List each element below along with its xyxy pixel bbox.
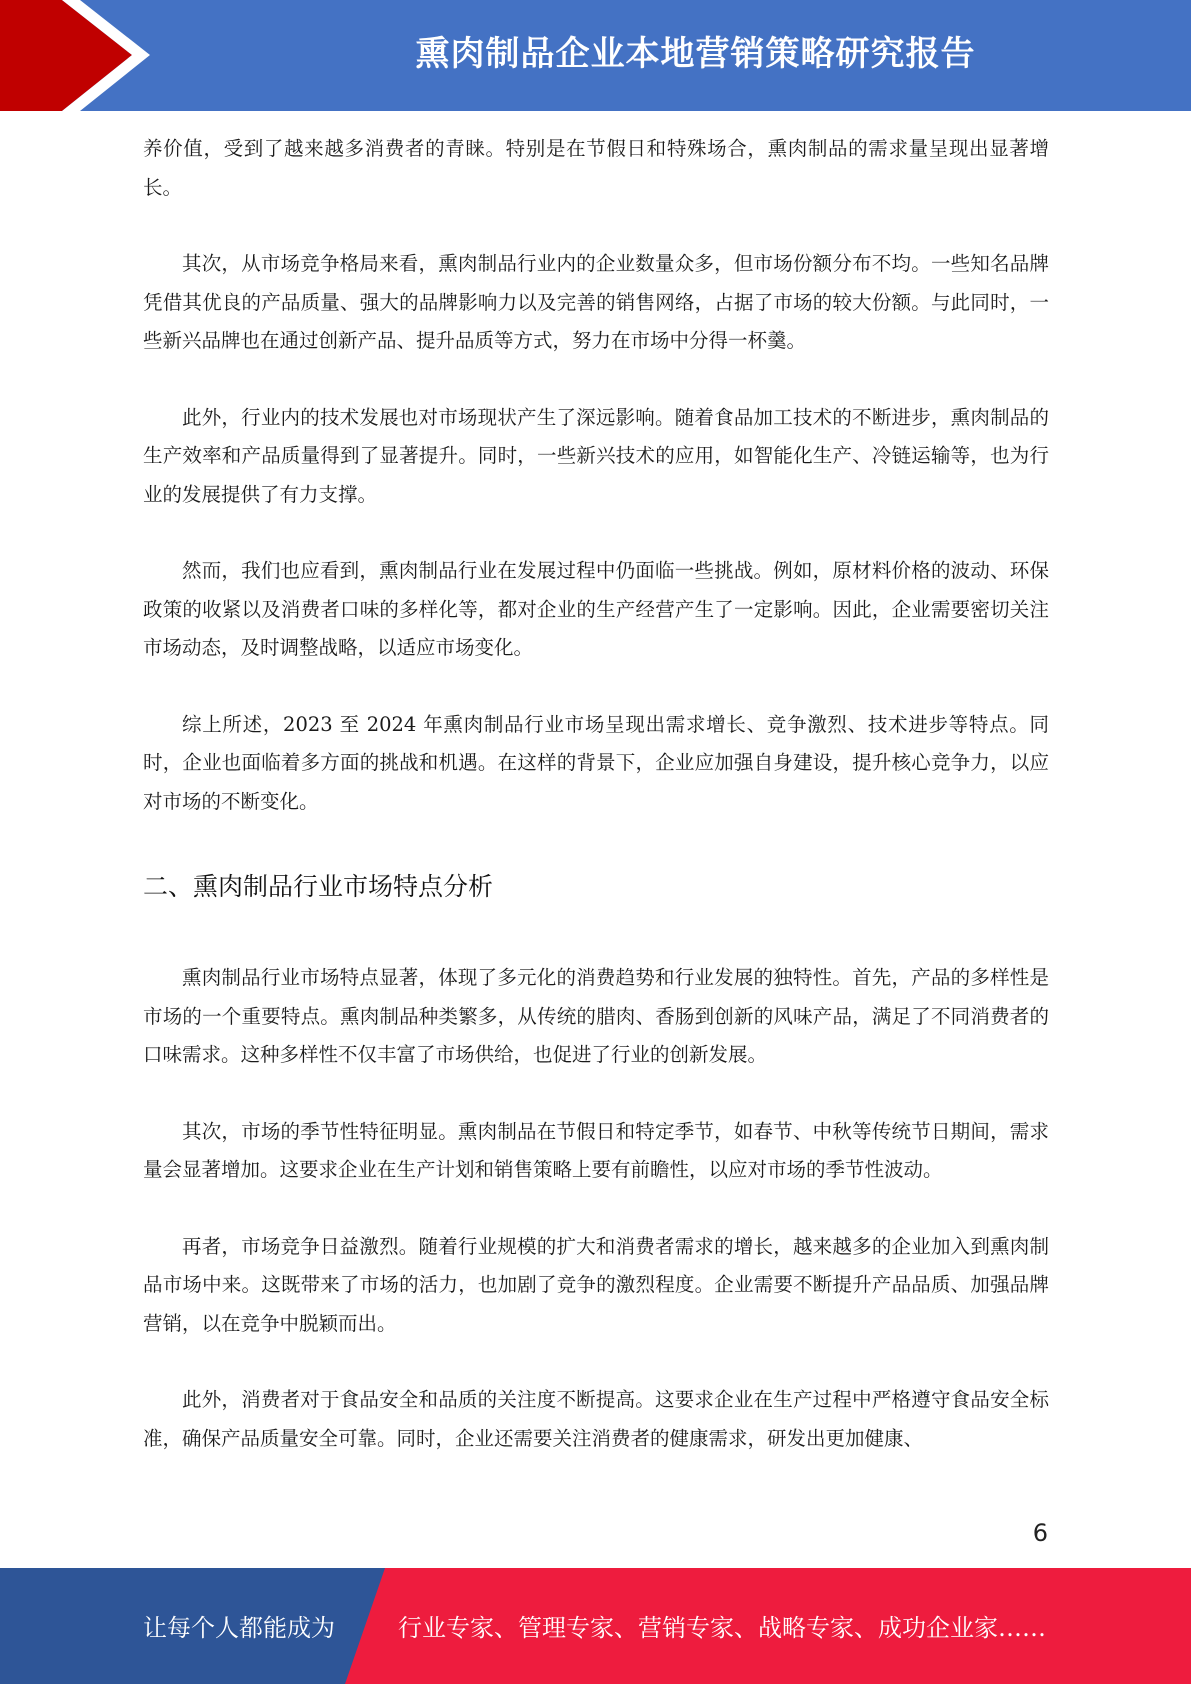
paragraph: 其次，从市场竞争格局来看，熏肉制品行业内的企业数量众多，但市场份额分布不均。一些知名品牌凭借其优良的产品质量、强大的品牌影响力以及完善的销售网络，占据了市场的较大份额。与此同时，一些新兴品牌也在通过创新产品、提升品质等方式，努力在市场中分得一杯羹。 xyxy=(143,252,1049,352)
section-heading: 二、熏肉制品行业市场特点分析 xyxy=(143,872,494,901)
paragraph: 再者，市场竞争日益激烈。随着行业规模的扩大和消费者需求的增长，越来越多的企业加入到熏肉制品市场中来。这既带来了市场的活力，也加剧了竞争的激烈程度。企业需要不断提升产品品质、加强品牌营销，以在竞争中脱颖而出。 xyxy=(143,1234,1049,1335)
paragraph: 养价值，受到了越来越多消费者的青睐。特别是在节假日和特殊场合，熏肉制品的需求量呈现出显著增长。 xyxy=(143,137,1049,199)
paragraph: 然而，我们也应看到，熏肉制品行业在发展过程中仍面临一些挑战。例如，原材料价格的波动、环保政策的收紧以及消费者口味的多样化等，都对企业的生产经营产生了一定影响。因此，企业需要密切关注市场动态，及时调整战略，以适应市场变化。 xyxy=(143,559,1049,659)
page-header xyxy=(0,0,1191,111)
page-content xyxy=(143,130,1049,1458)
document-title: 熏肉制品企业本地营销策略研究报告 xyxy=(415,34,976,74)
paragraph: 此外，行业内的技术发展也对市场现状产生了深远影响。随着食品加工技术的不断进步，熏肉制品的生产效率和产品质量得到了显著提升。同时，一些新兴技术的应用，如智能化生产、冷链运输等，也为行业的发展提供了有力支撑。 xyxy=(143,405,1049,506)
paragraph: 此外，消费者对于食品安全和品质的关注度不断提高。这要求企业在生产过程中严格遵守食品安全标准，确保产品质量安全可靠。同时，企业还需要关注消费者的健康需求，研发出更加健康、 xyxy=(143,1388,1049,1450)
paragraph: 其次，市场的季节性特征明显。熏肉制品在节假日和特定季节，如春节、中秋等传统节日期间，需求量会显著增加。这要求企业在生产计划和销售策略上要有前瞻性，以应对市场的季节性波动。 xyxy=(143,1119,1049,1181)
page-footer xyxy=(0,1568,1191,1684)
paragraph: 综上所述，2023 至 2024 年熏肉制品行业市场呈现出需求增长、竞争激烈、技术进步等特点。同时，企业也面临着多方面的挑战和机遇。在这样的背景下，企业应加强自身建设，提升核心竞争力，以应对市场的不断变化。 xyxy=(143,712,1049,813)
footer-slogan-left: 让每个人都能成为 xyxy=(143,1614,335,1642)
footer-slogan-right: 行业专家、管理专家、营销专家、战略专家、成功企业家…… xyxy=(398,1614,1046,1642)
paragraph: 熏肉制品行业市场特点显著，体现了多元化的消费趋势和行业发展的独特性。首先，产品的多样性是市场的一个重要特点。熏肉制品种类繁多，从传统的腊肉、香肠到创新的风味产品，满足了不同消费者的口味需求。这种多样性不仅丰富了市场供给，也促进了行业的创新发展。 xyxy=(143,966,1049,1066)
page-number: 6 xyxy=(1032,1519,1048,1547)
